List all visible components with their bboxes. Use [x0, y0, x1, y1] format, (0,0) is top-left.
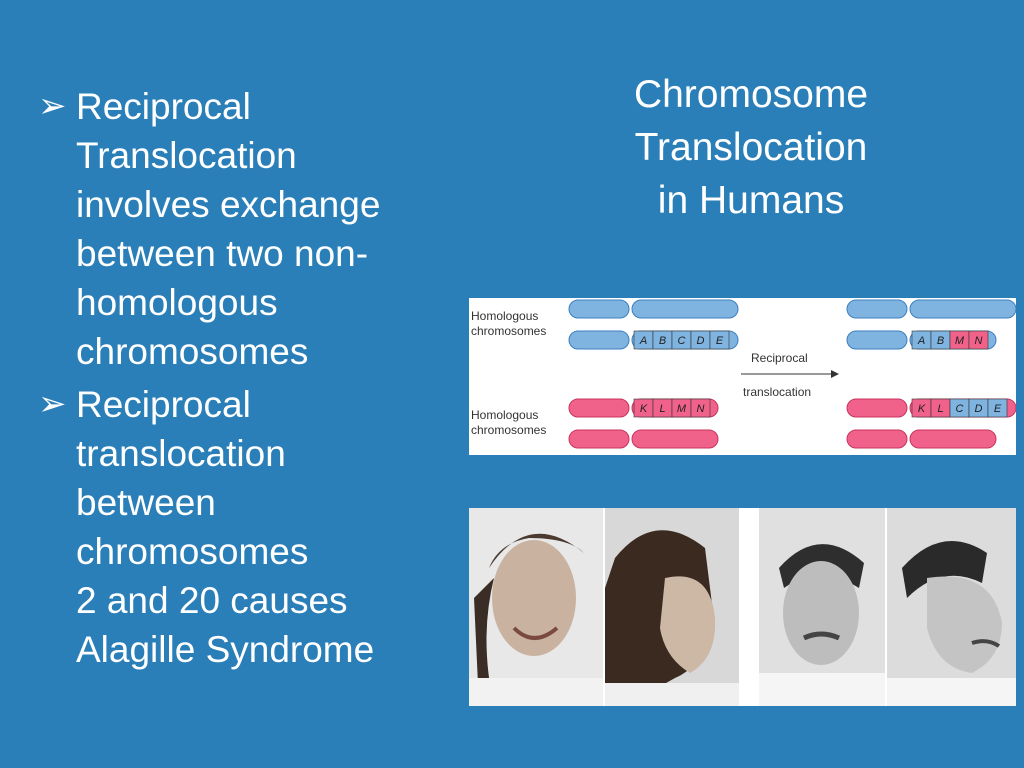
bullet-2-line: Reciprocal: [76, 384, 251, 425]
translocation-diagram: [469, 298, 1016, 455]
chromosome-pink-2-after: [847, 430, 996, 448]
bullet-text-1: [76, 82, 380, 376]
chromosome-pink-2: [569, 430, 718, 448]
woman-front-image: [469, 508, 603, 706]
translocation-diagram-svg: [469, 298, 1016, 455]
bullet-1-line: between two non-: [76, 233, 369, 274]
man-profile-photo: [887, 508, 1016, 706]
title-line: in Humans: [657, 179, 845, 222]
woman-profile-photo: [605, 508, 739, 706]
homologous-label-bottom: chromosomes: [471, 423, 547, 437]
chromosome-pink-1: [569, 399, 718, 417]
bullet-1-line: Reciprocal: [76, 86, 251, 127]
slide-title: [590, 68, 912, 227]
homologous-label-bottom: Homologous: [471, 408, 539, 422]
homologous-label-top: chromosomes: [471, 324, 547, 338]
gene-label: L: [659, 403, 666, 415]
man-front-photo: [759, 508, 885, 706]
gene-label: C: [677, 335, 686, 347]
bullet-2-line: 2 and 20 causes: [76, 580, 348, 621]
chromosome-blue-2-after: [847, 331, 996, 349]
chromosome-blue-1: [569, 300, 738, 318]
patient-photos: [469, 508, 1016, 706]
bullet-text-2: [76, 380, 374, 674]
man-front-image: [759, 508, 885, 706]
gene-label: D: [974, 403, 983, 415]
gene-label: A: [917, 335, 926, 347]
chromosome-blue-1-after: [847, 300, 1016, 318]
woman-front-photo: [469, 508, 603, 706]
gene-label: N: [974, 335, 983, 347]
gene-label: M: [954, 335, 965, 347]
homologous-label-top: Homologous: [471, 309, 539, 323]
gene-label: K: [917, 403, 926, 415]
woman-profile-image: [605, 508, 739, 706]
arrow-label: Reciprocal: [751, 351, 808, 365]
gene-label: N: [696, 403, 705, 415]
arrow-bullet-icon: ➢: [38, 385, 67, 423]
bullet-2-line: between: [76, 482, 216, 523]
gene-label: K: [639, 403, 648, 415]
gene-label: C: [955, 403, 964, 415]
title-line: Translocation: [634, 126, 868, 169]
bullet-item-2: [38, 380, 458, 674]
chromosome-blue-2: [569, 331, 738, 349]
bullet-1-line: Translocation: [76, 135, 297, 176]
bullet-1-line: chromosomes: [76, 331, 309, 372]
gene-label: B: [936, 335, 945, 347]
bullet-2-line: translocation: [76, 433, 286, 474]
gene-label: L: [937, 403, 944, 415]
gene-label: B: [658, 335, 667, 347]
gene-label: M: [676, 403, 687, 415]
arrow-label: translocation: [743, 385, 812, 399]
man-profile-image: [887, 508, 1016, 706]
reciprocal-arrow: [741, 370, 839, 378]
gene-label: A: [639, 335, 648, 347]
chromosome-pink-1-after: [847, 399, 1016, 417]
bullet-1-line: homologous: [76, 282, 278, 323]
bullet-list: [38, 82, 458, 678]
bullet-2-line: chromosomes: [76, 531, 309, 572]
bullet-1-line: involves exchange: [76, 184, 381, 225]
title-line: Chromosome: [633, 73, 869, 116]
gene-label: E: [715, 335, 724, 347]
gene-label: E: [993, 403, 1002, 415]
gene-label: D: [696, 335, 705, 347]
bullet-2-line: Alagille Syndrome: [76, 629, 375, 670]
arrow-bullet-icon: ➢: [38, 87, 67, 125]
bullet-item-1: [38, 82, 458, 376]
